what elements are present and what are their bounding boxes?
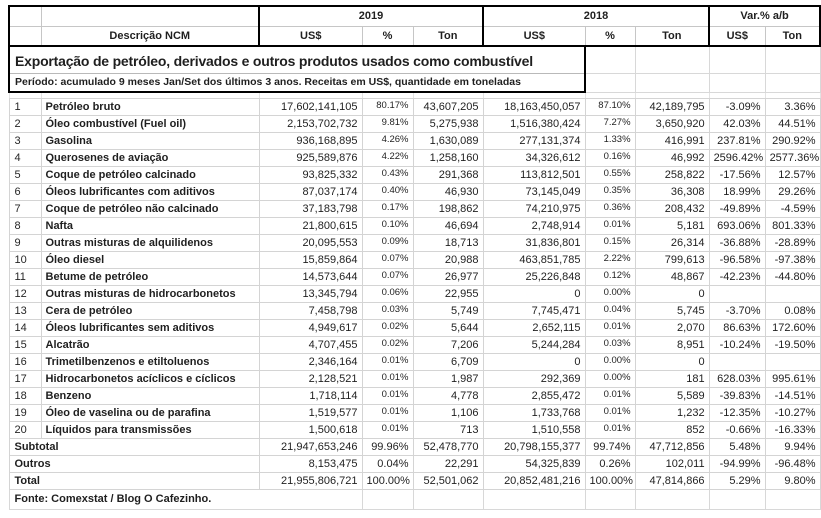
ton-2019: 46,930 xyxy=(413,183,483,200)
table-row xyxy=(9,404,820,421)
ncm-description: Betume de petróleo xyxy=(41,268,259,285)
table-row xyxy=(9,217,820,234)
empty-cell xyxy=(585,73,635,92)
empty-cell xyxy=(709,73,765,92)
var-usd: -39.83% xyxy=(709,387,765,404)
usd-2018: 7,745,471 xyxy=(483,302,585,319)
var-usd: -3.09% xyxy=(709,98,765,115)
col-header-usd-2019: US$ xyxy=(259,26,362,46)
pct-2019: 0.02% xyxy=(362,319,413,336)
var-usd: 5.29% xyxy=(709,472,765,489)
var-usd: 237.81% xyxy=(709,132,765,149)
pct-2019: 0.10% xyxy=(362,217,413,234)
ton-2018: 208,432 xyxy=(635,200,709,217)
usd-2019: 93,825,332 xyxy=(259,166,362,183)
ncm-description: Outras misturas de alquilidenos xyxy=(41,234,259,251)
usd-2018: 20,798,155,377 xyxy=(483,438,585,455)
ton-2019: 291,368 xyxy=(413,166,483,183)
ton-2018: 2,070 xyxy=(635,319,709,336)
empty-cell xyxy=(585,46,635,73)
ncm-description: Alcatrão xyxy=(41,336,259,353)
usd-2019: 1,718,114 xyxy=(259,387,362,404)
summary-label: Subtotal xyxy=(9,438,259,455)
empty-cell xyxy=(765,46,820,73)
usd-2018: 113,812,501 xyxy=(483,166,585,183)
pct-2018: 1.33% xyxy=(585,132,635,149)
var-usd: 86.63% xyxy=(709,319,765,336)
col-group-2019: 2019 xyxy=(259,6,483,26)
ton-2019: 1,106 xyxy=(413,404,483,421)
pct-2018: 0.03% xyxy=(585,336,635,353)
empty-cell xyxy=(635,46,709,73)
pct-2018: 0.01% xyxy=(585,319,635,336)
var-ton: 801.33% xyxy=(765,217,820,234)
row-number: 20 xyxy=(9,421,41,438)
col-header-pct-2019: % xyxy=(362,26,413,46)
title-row xyxy=(9,46,820,73)
var-ton xyxy=(765,285,820,302)
pct-2018: 0.01% xyxy=(585,404,635,421)
ton-2018: 102,011 xyxy=(635,455,709,472)
var-ton: 29.26% xyxy=(765,183,820,200)
usd-2019: 4,707,455 xyxy=(259,336,362,353)
pct-2018: 0.16% xyxy=(585,149,635,166)
empty-cell xyxy=(709,46,765,73)
var-ton: -16.33% xyxy=(765,421,820,438)
ncm-description: Nafta xyxy=(41,217,259,234)
usd-2019: 2,346,164 xyxy=(259,353,362,370)
empty-cell xyxy=(483,489,585,509)
usd-2018: 25,226,848 xyxy=(483,268,585,285)
ton-2019: 198,862 xyxy=(413,200,483,217)
usd-2018: 73,145,049 xyxy=(483,183,585,200)
col-header-ton-2019: Ton xyxy=(413,26,483,46)
row-number: 5 xyxy=(9,166,41,183)
table-row xyxy=(9,234,820,251)
col-header-var-ton: Ton xyxy=(765,26,820,46)
ncm-description: Óleo combustível (Fuel oil) xyxy=(41,115,259,132)
row-number: 12 xyxy=(9,285,41,302)
ton-2019: 20,988 xyxy=(413,251,483,268)
usd-2018: 1,733,768 xyxy=(483,404,585,421)
table-row xyxy=(9,149,820,166)
var-ton: -14.51% xyxy=(765,387,820,404)
var-usd: -49.89% xyxy=(709,200,765,217)
table-body xyxy=(9,98,820,489)
ton-2018: 416,991 xyxy=(635,132,709,149)
pct-2018: 0.36% xyxy=(585,200,635,217)
usd-2018: 5,244,284 xyxy=(483,336,585,353)
row-number: 13 xyxy=(9,302,41,319)
col-header-var-usd: US$ xyxy=(709,26,765,46)
pct-2018: 0.01% xyxy=(585,387,635,404)
usd-2019: 17,602,141,105 xyxy=(259,98,362,115)
row-number: 14 xyxy=(9,319,41,336)
pct-2019: 0.03% xyxy=(362,302,413,319)
var-ton: -44.80% xyxy=(765,268,820,285)
empty-cell xyxy=(765,73,820,92)
pct-2019: 0.07% xyxy=(362,268,413,285)
ton-2019: 1,987 xyxy=(413,370,483,387)
corner-cell xyxy=(9,26,41,46)
row-number: 10 xyxy=(9,251,41,268)
usd-2018: 1,510,558 xyxy=(483,421,585,438)
summary-label: Outros xyxy=(9,455,259,472)
ton-2018: 5,589 xyxy=(635,387,709,404)
col-header-usd-2018: US$ xyxy=(483,26,585,46)
var-usd: 628.03% xyxy=(709,370,765,387)
var-ton: 172.60% xyxy=(765,319,820,336)
export-table xyxy=(8,5,821,510)
usd-2018: 2,748,914 xyxy=(483,217,585,234)
report-title: Exportação de petróleo, derivados e outros produtos usados como combustível xyxy=(9,46,585,73)
table-row xyxy=(9,387,820,404)
usd-2019: 925,589,876 xyxy=(259,149,362,166)
empty-cell xyxy=(362,489,413,509)
var-usd: -94.99% xyxy=(709,455,765,472)
table-row xyxy=(9,166,820,183)
pct-2018: 0.04% xyxy=(585,302,635,319)
pct-2019: 0.01% xyxy=(362,387,413,404)
ncm-description: Outras misturas de hidrocarbonetos xyxy=(41,285,259,302)
var-ton: 12.57% xyxy=(765,166,820,183)
var-ton: 3.36% xyxy=(765,98,820,115)
usd-2018: 54,325,839 xyxy=(483,455,585,472)
var-usd xyxy=(709,285,765,302)
pct-2018: 0.26% xyxy=(585,455,635,472)
usd-2019: 936,168,895 xyxy=(259,132,362,149)
pct-2018: 0.55% xyxy=(585,166,635,183)
ton-2019: 713 xyxy=(413,421,483,438)
pct-2018: 0.12% xyxy=(585,268,635,285)
var-usd: -36.88% xyxy=(709,234,765,251)
table-row xyxy=(9,336,820,353)
var-usd: 693.06% xyxy=(709,217,765,234)
empty-cell xyxy=(585,489,635,509)
pct-2018: 0.01% xyxy=(585,421,635,438)
pct-2019: 80.17% xyxy=(362,98,413,115)
row-number: 8 xyxy=(9,217,41,234)
pct-2019: 0.01% xyxy=(362,421,413,438)
var-usd: -42.23% xyxy=(709,268,765,285)
col-header-ton-2018: Ton xyxy=(635,26,709,46)
ton-2018: 181 xyxy=(635,370,709,387)
usd-2018: 0 xyxy=(483,285,585,302)
pct-2018: 100.00% xyxy=(585,472,635,489)
var-usd: 5.48% xyxy=(709,438,765,455)
usd-2018: 463,851,785 xyxy=(483,251,585,268)
pct-2019: 99.96% xyxy=(362,438,413,455)
var-usd: -0.66% xyxy=(709,421,765,438)
summary-row-subtotal xyxy=(9,438,820,455)
usd-2019: 1,519,577 xyxy=(259,404,362,421)
ton-2019: 5,644 xyxy=(413,319,483,336)
var-ton: -4.59% xyxy=(765,200,820,217)
ton-2019: 7,206 xyxy=(413,336,483,353)
ton-2018: 0 xyxy=(635,353,709,370)
ton-2019: 1,630,089 xyxy=(413,132,483,149)
usd-2018: 277,131,374 xyxy=(483,132,585,149)
usd-2019: 1,500,618 xyxy=(259,421,362,438)
ton-2018: 3,650,920 xyxy=(635,115,709,132)
ton-2018: 47,814,866 xyxy=(635,472,709,489)
ncm-description: Petróleo bruto xyxy=(41,98,259,115)
ton-2019: 6,709 xyxy=(413,353,483,370)
row-number: 7 xyxy=(9,200,41,217)
ncm-description: Óleos lubrificantes com aditivos xyxy=(41,183,259,200)
usd-2019: 87,037,174 xyxy=(259,183,362,200)
table-row xyxy=(9,183,820,200)
usd-2019: 7,458,798 xyxy=(259,302,362,319)
usd-2019: 2,153,702,732 xyxy=(259,115,362,132)
usd-2018: 292,369 xyxy=(483,370,585,387)
usd-2019: 2,128,521 xyxy=(259,370,362,387)
ncm-description: Coque de petróleo não calcinado xyxy=(41,200,259,217)
pct-2019: 9.81% xyxy=(362,115,413,132)
pct-2018: 7.27% xyxy=(585,115,635,132)
var-usd: -96.58% xyxy=(709,251,765,268)
pct-2019: 0.17% xyxy=(362,200,413,217)
var-ton: -10.27% xyxy=(765,404,820,421)
pct-2018: 0.00% xyxy=(585,285,635,302)
corner-cell xyxy=(9,6,41,26)
ncm-description: Gasolina xyxy=(41,132,259,149)
row-number: 19 xyxy=(9,404,41,421)
ncm-description: Querosenes de aviação xyxy=(41,149,259,166)
report-subtitle: Período: acumulado 9 meses Jan/Set dos últimos 3 anos. Receitas em US$, quantidade em toneladas xyxy=(9,73,585,92)
ton-2018: 48,867 xyxy=(635,268,709,285)
source-row xyxy=(9,489,820,509)
var-ton: -97.38% xyxy=(765,251,820,268)
ton-2019: 18,713 xyxy=(413,234,483,251)
var-ton: -19.50% xyxy=(765,336,820,353)
usd-2019: 21,955,806,721 xyxy=(259,472,362,489)
var-usd: 42.03% xyxy=(709,115,765,132)
pct-2019: 100.00% xyxy=(362,472,413,489)
var-usd: -10.24% xyxy=(709,336,765,353)
usd-2019: 15,859,864 xyxy=(259,251,362,268)
var-ton: 0.08% xyxy=(765,302,820,319)
var-ton: 995.61% xyxy=(765,370,820,387)
usd-2019: 8,153,475 xyxy=(259,455,362,472)
ton-2018: 1,232 xyxy=(635,404,709,421)
ton-2019: 22,291 xyxy=(413,455,483,472)
ton-2018: 26,314 xyxy=(635,234,709,251)
summary-row-outros xyxy=(9,455,820,472)
usd-2018: 20,852,481,216 xyxy=(483,472,585,489)
ncm-description: Óleo de vaselina ou de parafina xyxy=(41,404,259,421)
ton-2018: 799,613 xyxy=(635,251,709,268)
var-usd: -12.35% xyxy=(709,404,765,421)
row-number: 1 xyxy=(9,98,41,115)
var-ton: 44.51% xyxy=(765,115,820,132)
ton-2019: 5,275,938 xyxy=(413,115,483,132)
row-number: 9 xyxy=(9,234,41,251)
var-ton: 9.80% xyxy=(765,472,820,489)
table-row xyxy=(9,370,820,387)
ton-2019: 5,749 xyxy=(413,302,483,319)
pct-2019: 0.04% xyxy=(362,455,413,472)
pct-2018: 2.22% xyxy=(585,251,635,268)
ton-2018: 47,712,856 xyxy=(635,438,709,455)
usd-2018: 1,516,380,424 xyxy=(483,115,585,132)
usd-2019: 14,573,644 xyxy=(259,268,362,285)
row-number: 3 xyxy=(9,132,41,149)
ton-2019: 1,258,160 xyxy=(413,149,483,166)
var-ton xyxy=(765,353,820,370)
pct-2018: 0.00% xyxy=(585,370,635,387)
usd-2018: 31,836,801 xyxy=(483,234,585,251)
col-group-2018: 2018 xyxy=(483,6,709,26)
pct-2019: 4.22% xyxy=(362,149,413,166)
var-usd: 18.99% xyxy=(709,183,765,200)
col-header-descricao: Descrição NCM xyxy=(41,26,259,46)
usd-2019: 13,345,794 xyxy=(259,285,362,302)
ncm-description: Coque de petróleo calcinado xyxy=(41,166,259,183)
subtitle-row xyxy=(9,73,820,92)
pct-2019: 0.01% xyxy=(362,370,413,387)
ncm-description: Óleos lubrificantes sem aditivos xyxy=(41,319,259,336)
ton-2018: 46,992 xyxy=(635,149,709,166)
ncm-description: Óleo diesel xyxy=(41,251,259,268)
var-ton: -96.48% xyxy=(765,455,820,472)
table-row xyxy=(9,251,820,268)
var-ton: 9.94% xyxy=(765,438,820,455)
pct-2018: 87.10% xyxy=(585,98,635,115)
row-number: 6 xyxy=(9,183,41,200)
ton-2019: 46,694 xyxy=(413,217,483,234)
table-header xyxy=(9,6,820,46)
ton-2018: 8,951 xyxy=(635,336,709,353)
pct-2019: 4.26% xyxy=(362,132,413,149)
usd-2018: 34,326,612 xyxy=(483,149,585,166)
table-row xyxy=(9,115,820,132)
row-number: 16 xyxy=(9,353,41,370)
ncm-description: Hidrocarbonetos acíclicos e cíclicos xyxy=(41,370,259,387)
ncm-description: Cera de petróleo xyxy=(41,302,259,319)
row-number: 17 xyxy=(9,370,41,387)
empty-header-cell xyxy=(41,6,259,26)
ton-2019: 52,501,062 xyxy=(413,472,483,489)
pct-2018: 0.01% xyxy=(585,217,635,234)
var-usd xyxy=(709,353,765,370)
pct-2018: 99.74% xyxy=(585,438,635,455)
usd-2019: 37,183,798 xyxy=(259,200,362,217)
table-row xyxy=(9,353,820,370)
ton-2018: 5,745 xyxy=(635,302,709,319)
usd-2019: 20,095,553 xyxy=(259,234,362,251)
col-header-pct-2018: % xyxy=(585,26,635,46)
var-ton: -28.89% xyxy=(765,234,820,251)
ton-2018: 258,822 xyxy=(635,166,709,183)
ton-2018: 42,189,795 xyxy=(635,98,709,115)
ton-2018: 852 xyxy=(635,421,709,438)
ncm-description: Benzeno xyxy=(41,387,259,404)
table-row xyxy=(9,268,820,285)
row-number: 11 xyxy=(9,268,41,285)
table-row xyxy=(9,98,820,115)
header-group-row xyxy=(9,6,820,26)
ton-2019: 26,977 xyxy=(413,268,483,285)
pct-2018: 0.35% xyxy=(585,183,635,200)
empty-cell xyxy=(765,489,820,509)
usd-2019: 21,947,653,246 xyxy=(259,438,362,455)
pct-2019: 0.07% xyxy=(362,251,413,268)
ton-2018: 36,308 xyxy=(635,183,709,200)
ncm-description: Trimetilbenzenos e etiltoluenos xyxy=(41,353,259,370)
var-ton: 290.92% xyxy=(765,132,820,149)
source-note: Fonte: Comexstat / Blog O Cafezinho. xyxy=(9,489,362,509)
summary-row-total xyxy=(9,472,820,489)
var-usd: -17.56% xyxy=(709,166,765,183)
header-cols-row xyxy=(9,26,820,46)
ton-2019: 22,955 xyxy=(413,285,483,302)
empty-cell xyxy=(709,489,765,509)
pct-2019: 0.09% xyxy=(362,234,413,251)
usd-2018: 2,652,115 xyxy=(483,319,585,336)
row-number: 2 xyxy=(9,115,41,132)
empty-cell xyxy=(413,489,483,509)
var-usd: -3.70% xyxy=(709,302,765,319)
ton-2018: 5,181 xyxy=(635,217,709,234)
pct-2019: 0.01% xyxy=(362,404,413,421)
pct-2018: 0.15% xyxy=(585,234,635,251)
pct-2019: 0.01% xyxy=(362,353,413,370)
usd-2018: 18,163,450,057 xyxy=(483,98,585,115)
ton-2019: 43,607,205 xyxy=(413,98,483,115)
ton-2019: 4,778 xyxy=(413,387,483,404)
usd-2018: 0 xyxy=(483,353,585,370)
ncm-description: Líquidos para transmissões xyxy=(41,421,259,438)
pct-2019: 0.06% xyxy=(362,285,413,302)
table-row xyxy=(9,319,820,336)
usd-2019: 4,949,617 xyxy=(259,319,362,336)
row-number: 4 xyxy=(9,149,41,166)
row-number: 15 xyxy=(9,336,41,353)
col-group-var: Var.% a/b xyxy=(709,6,820,26)
table-row xyxy=(9,200,820,217)
var-usd: 2596.42% xyxy=(709,149,765,166)
table-row xyxy=(9,285,820,302)
table-row xyxy=(9,421,820,438)
usd-2018: 74,210,975 xyxy=(483,200,585,217)
pct-2018: 0.00% xyxy=(585,353,635,370)
usd-2018: 2,855,472 xyxy=(483,387,585,404)
ton-2019: 52,478,770 xyxy=(413,438,483,455)
row-number: 18 xyxy=(9,387,41,404)
table-row xyxy=(9,132,820,149)
pct-2019: 0.02% xyxy=(362,336,413,353)
table-row xyxy=(9,302,820,319)
pct-2019: 0.40% xyxy=(362,183,413,200)
summary-label: Total xyxy=(9,472,259,489)
ton-2018: 0 xyxy=(635,285,709,302)
empty-cell xyxy=(635,73,709,92)
empty-cell xyxy=(635,489,709,509)
usd-2019: 21,800,615 xyxy=(259,217,362,234)
var-ton: 2577.36% xyxy=(765,149,820,166)
pct-2019: 0.43% xyxy=(362,166,413,183)
